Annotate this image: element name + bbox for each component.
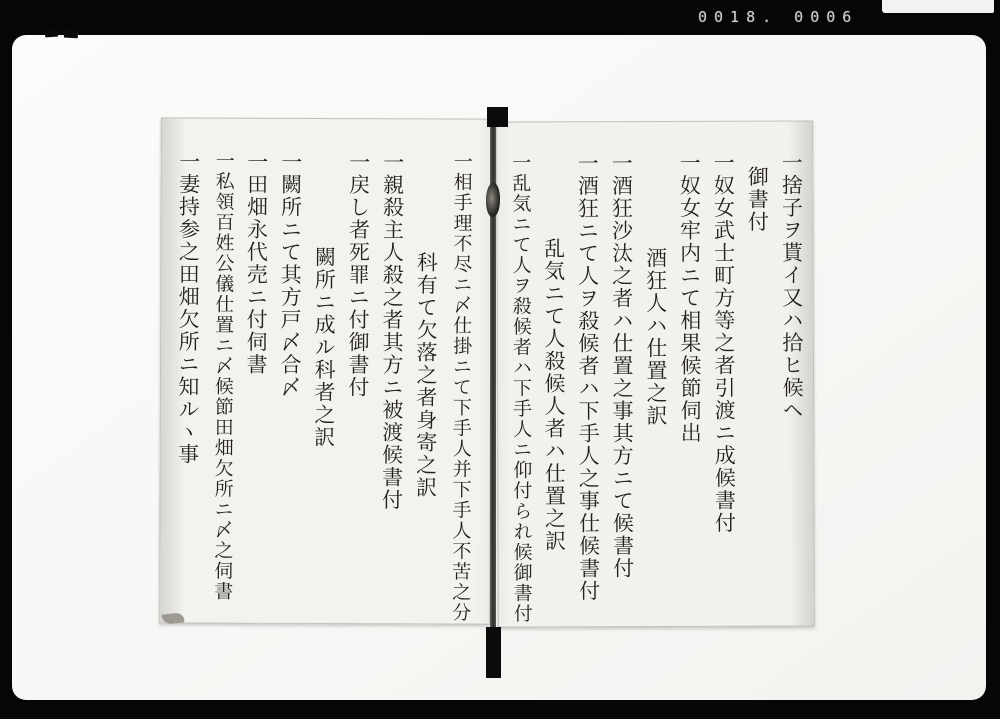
manuscript-column: 一親殺主人殺之者其方ニ被渡候書付	[379, 151, 405, 512]
manuscript-column: 闕所ニ成ル科者之訳	[311, 245, 337, 449]
gutter-shadow-top	[487, 107, 508, 127]
film-notch	[64, 30, 78, 39]
gutter-shadow-bottom	[486, 627, 501, 678]
manuscript-column: 一奴女牢内ニて相果候節伺出	[677, 151, 703, 445]
manuscript-left-page	[159, 117, 492, 624]
manuscript-column: 一妻持参之田畑欠所ニ知ルヽ事	[175, 150, 201, 466]
manuscript-column: 一戻し者死罪ニ付御書付	[345, 151, 371, 399]
left-page-text-block	[170, 150, 478, 626]
manuscript-column: 科有て欠落之者身寄之訳	[413, 251, 439, 499]
manuscript-column: 一相手理不尽ニ〆仕掛ニて下手人并下手人不苦之分	[449, 151, 472, 624]
right-page-text-block	[502, 151, 810, 627]
film-frame-gap	[882, 0, 994, 13]
manuscript-column: 乱気ニて人殺候人者ハ仕置之訳	[541, 237, 567, 553]
manuscript-column: 一乱気ニて人ヲ殺候者ハ下手人ニ仰付られ候御書付	[509, 152, 532, 625]
manuscript-column: 一酒狂沙汰之者ハ仕置之事其方ニて候書付	[609, 152, 635, 580]
manuscript-right-page	[496, 120, 815, 627]
manuscript-column: 一奴女武士町方等之者引渡ニ成候書付	[711, 151, 737, 535]
manuscript-column: 一酒狂ニて人ヲ殺候者ハ下手人之事仕候書付	[575, 152, 601, 603]
manuscript-column: 御書付	[745, 165, 770, 234]
binding-knot	[486, 183, 500, 217]
manuscript-column: 一闕所ニて其方戸〆合〆	[277, 150, 303, 399]
frame-counter: 0018. 0006	[698, 8, 859, 26]
manuscript-column: 一田畑永代売ニ付伺書	[243, 150, 269, 376]
manuscript-column: 一捨子ヲ貰イ又ハ拾ヒ候ヘ𪜈事并捨子制禁之	[779, 151, 805, 626]
manuscript-column: 一私領百姓公儀仕置ニ〆候節田畑欠所ニ〆之伺書	[211, 150, 234, 602]
manuscript-column: 酒狂人ハ仕置之訳	[643, 246, 669, 428]
film-notch	[45, 30, 58, 38]
